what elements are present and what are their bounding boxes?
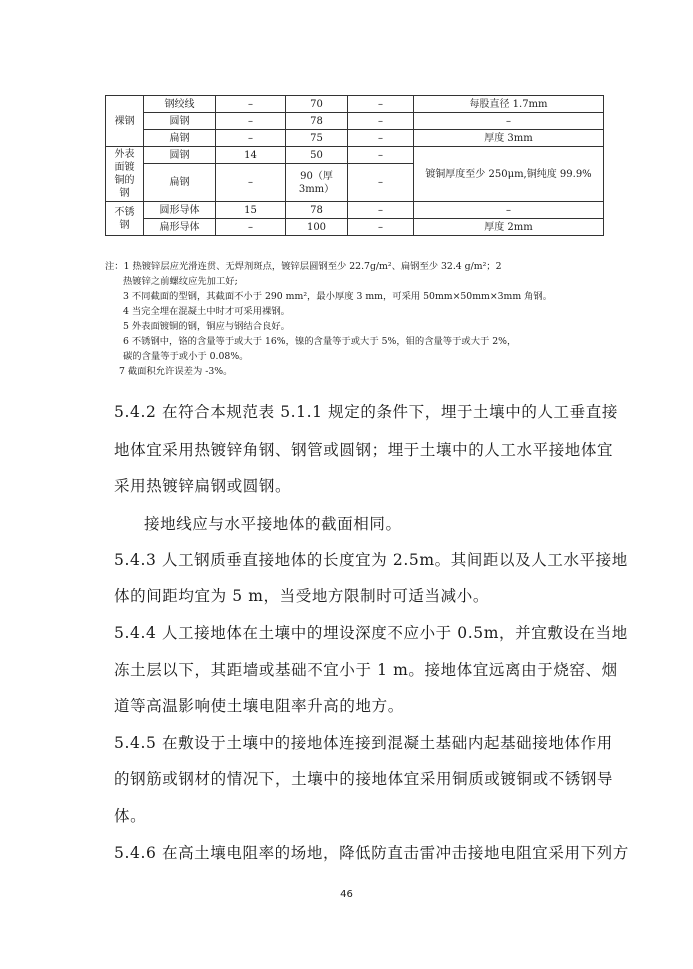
note-line: 注：1 热镀锌层应光滑连贯、无焊剂斑点，镀锌层圆钢至少 22.7g/m²、扁钢至少 32.4 g/m²；2 [105, 261, 502, 272]
body-text-line: 采用热镀锌扁钢或圆钢。 [114, 477, 292, 495]
table-cell: – [348, 219, 414, 236]
body-text-line: 5.4.3 人工钢质垂直接地体的长度宜为 2.5m。其间距以及人工水平接地 [114, 551, 628, 569]
body-text-line: 的钢筋或钢材的情况下，土壤中的接地体宜采用铜质或镀铜或不锈钢导 [114, 770, 614, 788]
table-row [106, 113, 604, 130]
table-cell: 扁钢 [144, 164, 216, 202]
table-cell: – [216, 113, 286, 130]
body-text-line: 道等高温影响使土壤电阻率升高的地方。 [114, 697, 404, 715]
table-cell: 50 [286, 147, 348, 164]
note-line: 3 不同截面的型钢，其截面不小于 290 mm²，最小厚度 3 mm，可采用 50mm×50mm×3mm 角钢。 [123, 291, 553, 302]
body-text-line: 地体宜采用热镀锌角钢、钢管或圆钢；埋于土壤中的人工水平接地体宜 [114, 441, 614, 459]
body-text-line: 冻土层以下，其距墙或基础不宜小于 1 m。接地体宜远离由于烧窑、烟 [114, 661, 618, 679]
note-line: 碳的含量等于或小于 0.08%。 [123, 351, 249, 362]
table-cell: – [348, 130, 414, 147]
body-text-line: 5.4.5 在敷设于土壤中的接地体连接到混凝土基础内起基础接地体作用 [114, 734, 613, 752]
table-cell: – [216, 96, 286, 113]
body-text-line: 5.4.4 人工接地体在土壤中的埋设深度不应小于 0.5m，并宜敷设在当地 [114, 624, 628, 642]
table-row [106, 96, 604, 113]
table-row [106, 130, 604, 147]
table-cell: 圆形导体 [144, 202, 216, 219]
table-cell: – [414, 202, 604, 219]
body-text-line: 体的间距均宜为 5 m，当受地方限制时可适当减小。 [114, 587, 489, 605]
table-cell: 78 [286, 113, 348, 130]
table-cell: 15 [216, 202, 286, 219]
table-group-cell: 不锈 钢 [106, 202, 144, 236]
table-cell: 75 [286, 130, 348, 147]
table-cell: 厚度 2mm [414, 219, 604, 236]
table-notes [105, 259, 605, 379]
note-line: 6 不锈钢中，铬的含量等于或大于 16%，镍的含量等于或大于 5%，钼的含量等于或大于 2%， [123, 336, 517, 347]
table-cell: 厚度 3mm [414, 130, 604, 147]
table-group-cell: 外表 面镀 铜的 钢 [106, 147, 144, 202]
table-cell: – [216, 219, 286, 236]
body-text-line: 5.4.2 在符合本规范表 5.1.1 规定的条件下，埋于土壤中的人工垂直接 [114, 403, 618, 421]
table-cell: – [348, 202, 414, 219]
body-text-line: 体。 [114, 807, 147, 825]
table-group-cell: 裸钢 [106, 96, 144, 147]
table-cell: 圆钢 [144, 113, 216, 130]
table-cell: – [216, 130, 286, 147]
body-text-line: 接地线应与水平接地体的截面相同。 [144, 515, 402, 533]
note-line: 5 外表面镀铜的钢，铜应与钢结合良好。 [123, 321, 290, 332]
table-cell: 每股直径 1.7mm [414, 96, 604, 113]
body-text-line: 5.4.6 在高土壤电阻率的场地，降低防直击雷冲击接地电阻宜采用下列方 [114, 844, 629, 862]
table-cell: 78 [286, 202, 348, 219]
table-cell: 100 [286, 219, 348, 236]
note-line: 热镀锌之前螺纹应先加工好; [123, 276, 238, 287]
table-cell: – [348, 164, 414, 202]
table-row [106, 202, 604, 219]
table-cell: 圆钢 [144, 147, 216, 164]
table-cell: – [414, 113, 604, 130]
table-cell: 扁形导体 [144, 219, 216, 236]
table-cell: 90（厚 3mm） [286, 164, 348, 202]
table-cell: 70 [286, 96, 348, 113]
table-cell: – [348, 113, 414, 130]
table-cell: 扁钢 [144, 130, 216, 147]
table-cell: 14 [216, 147, 286, 164]
note-line: 4 当完全埋在混凝土中时才可采用裸钢。 [123, 306, 290, 317]
table-cell: – [216, 164, 286, 202]
material-spec-table [105, 95, 604, 236]
note-line: 7 截面积允许误差为 -3%。 [119, 366, 233, 377]
table-cell: – [348, 147, 414, 164]
page-number: 46 [340, 889, 353, 900]
table-cell: 镀铜厚度至少 250μm,铜纯度 99.9% [414, 147, 604, 202]
table-row [106, 147, 604, 164]
table-cell: – [348, 96, 414, 113]
table-cell: 钢绞线 [144, 96, 216, 113]
table-row [106, 219, 604, 236]
